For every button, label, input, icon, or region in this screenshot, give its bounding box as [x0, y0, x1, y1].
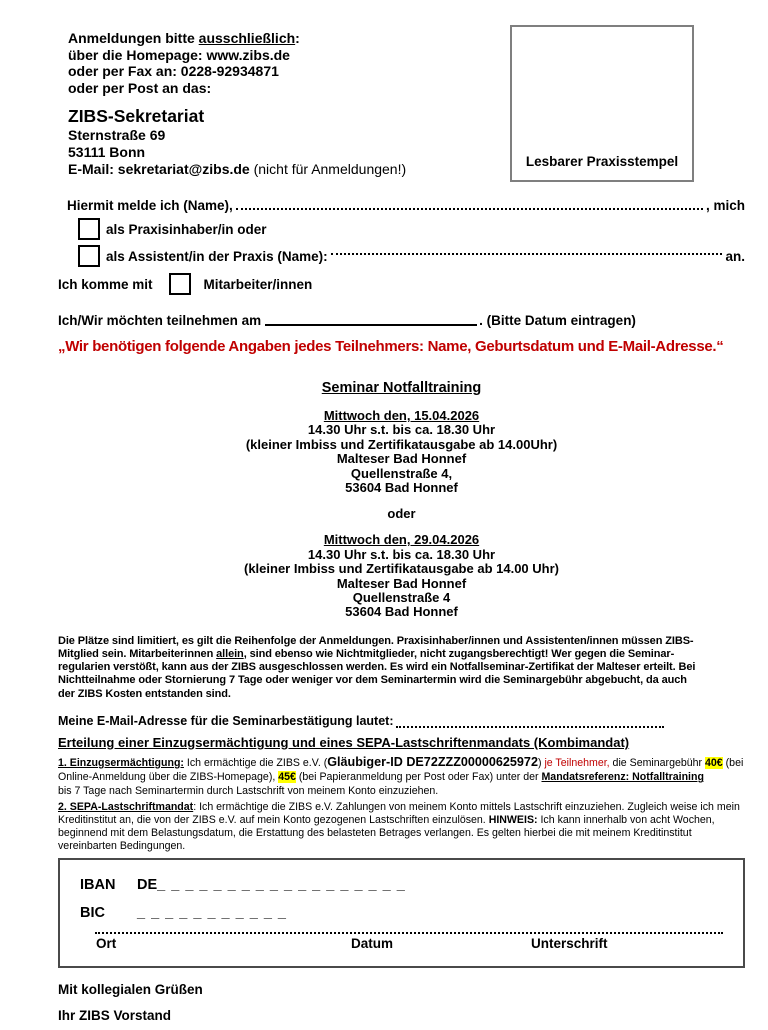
- session1-date: Mittwoch den, 15.04.2026: [323, 408, 480, 423]
- bank-details-box: [58, 858, 745, 968]
- mandatsreferenz-label: Mandatsreferenz: Notfalltraining: [541, 771, 704, 784]
- bic-fill-field[interactable]: _ _ _ _ _ _ _ _ _ _ _: [137, 905, 287, 922]
- assistent-option-row: [78, 245, 745, 267]
- email-fill-field[interactable]: [396, 716, 664, 728]
- session2-city: 53604 Bad Honnef: [345, 604, 458, 620]
- homepage-line: über die Homepage: www.zibs.de: [68, 46, 290, 63]
- fee-online-highlight: 40€: [705, 756, 723, 769]
- post-line: oder per Post an das:: [68, 79, 212, 96]
- text-segment: :: [295, 30, 300, 46]
- companions-row: [58, 273, 745, 295]
- org-city: 53111 Bonn: [68, 143, 146, 160]
- org-email: E-Mail: sekretariat@zibs.de: [68, 161, 250, 177]
- sepa-paragraph: [58, 801, 745, 854]
- required-data-notice: „Wir benötigen folgende Angaben jedes Teilnehmers: Name, Geburtsdatum und E-Mail-Adresse.“: [58, 338, 724, 355]
- assistent-checkbox[interactable]: [78, 245, 100, 267]
- terms-line: der ZIBS Kosten entstanden sind.: [58, 687, 231, 700]
- companions-count-box[interactable]: [169, 273, 191, 295]
- text-segment: Ich ermächtige die ZIBS e.V. (: [183, 756, 328, 769]
- datum-label: Datum: [351, 936, 394, 952]
- bic-row: [80, 905, 743, 921]
- session1-venue: Malteser Bad Honnef: [336, 451, 467, 467]
- iban-country-prefix: DE: [137, 877, 158, 894]
- session2-date: Mittwoch den, 29.04.2026: [323, 532, 480, 548]
- terms-line: Nichtteilnahme oder Stornierung 7 Tage oder weniger vor dem Seminartermin wird die Seminargebühr abgebucht, da auch: [58, 674, 687, 687]
- session2-note: (kleiner Imbiss und Zertifikatausgabe ab 14.00 Uhr): [244, 561, 559, 577]
- session2-time: 14.30 Uhr s.t. bis ca. 18.30 Uhr: [307, 546, 496, 562]
- text-segment: : Ich ermächtige die ZIBS e.V. Zahlungen von meinem Konto mittels Lastschrift einzuziehen. Zugleich weise ich mein Kreditinstitut an, die von der ZIBS e.V. auf mein Konto gezogenen Lastschriften einzulösen.: [58, 800, 740, 826]
- org-street: Sternstraße 69: [68, 127, 166, 143]
- mandate-heading: Erteilung einer Einzugsermächtigung und eines SEPA-Lastschriftenmandats (Kombimandat): [58, 734, 630, 750]
- assistent-label: als Assistent/in der Praxis (Name):: [106, 248, 328, 264]
- per-participant-note: je Teilnehmer,: [544, 756, 610, 769]
- name-row-suffix: , mich: [705, 198, 745, 213]
- assistent-name-fill-field[interactable]: [331, 253, 723, 255]
- seminar-details: [58, 380, 745, 620]
- name-row-label: Hiermit melde ich (Name),: [67, 198, 233, 213]
- date-row-label: Ich/Wir möchten teilnehmen am: [58, 313, 262, 328]
- iban-label: IBAN: [80, 877, 116, 894]
- session1-note: (kleiner Imbiss und Zertifikatausgabe ab 14.00Uhr): [245, 436, 558, 452]
- text-segment: Anmeldungen bitte: [68, 30, 199, 46]
- email-confirmation-row: [58, 714, 745, 728]
- iban-row: [80, 877, 743, 893]
- terms-line: Die Plätze sind limitiert, es gilt die Reihenfolge der Anmeldungen. Praxisinhaber/innen und Assistenten/innen müssen ZIBS-: [58, 634, 694, 647]
- session-2: [58, 533, 745, 619]
- session1-city: 53604 Bad Honnef: [345, 480, 458, 496]
- practice-stamp-box: [510, 25, 694, 182]
- text-segment: , sind ebenso wie Nichtmitglieder, nicht zugangsberechtigt! Wer gegen die Seminar-: [243, 648, 675, 661]
- org-name: ZIBS-Sekretariat: [68, 106, 205, 126]
- text-segment: ): [537, 756, 545, 769]
- text-segment: Ich kann innerhalb von acht Wochen, beginnend mit dem Belastungsdatum, die Erstattung des belasteten Betrages verlangen. Es gelten hierbei die mit meinem Kreditinstitut vereinbarten Bedingungen.: [58, 813, 715, 853]
- sepa-label: 2. SEPA-Lastschriftmandat: [58, 800, 194, 813]
- ort-label: Ort: [96, 936, 117, 952]
- bic-label: BIC: [80, 905, 105, 922]
- terms-line: [58, 648, 745, 661]
- praxisinhaber-label: als Praxisinhaber/in oder: [106, 221, 267, 237]
- stamp-label: Lesbarer Praxisstempel: [525, 154, 679, 169]
- terms-line: regularien verstößt, kann aus der ZIBS ausgeschlossen werden. Es wird ein Notfallseminar-Zertifikat der Malteser erteilt. Bei: [58, 661, 696, 674]
- text-segment: (bei Papieranmeldung per Post oder Fax) unter der: [295, 771, 542, 784]
- header: [58, 30, 745, 178]
- name-row: [67, 198, 745, 213]
- glaeubiger-id: Gläubiger-ID DE72ZZZ00000625972: [327, 754, 538, 769]
- email-confirmation-label: Meine E-Mail-Adresse für die Seminarbestätigung lautet:: [58, 713, 394, 728]
- einzugsermaechtigung-paragraph: [58, 755, 745, 799]
- session1-time: 14.30 Uhr s.t. bis ca. 18.30 Uhr: [307, 422, 496, 438]
- text-segment: Mitglied sein. Mitarbeiterinnen: [58, 648, 217, 661]
- text-segment: allein: [216, 648, 244, 661]
- date-row-suffix: . (Bitte Datum eintragen): [479, 313, 636, 328]
- fax-line: oder per Fax an: 0228-92934871: [68, 63, 279, 79]
- date-fill-field[interactable]: [265, 312, 477, 326]
- closing-signature: Ihr ZIBS Vorstand: [58, 1008, 172, 1024]
- text-segment: bis 7 Tage nach Seminartermin durch Lastschrift von meinem Konto einzuziehen.: [58, 785, 439, 798]
- einzugsermaechtigung-label: 1. Einzugsermächtigung:: [58, 756, 184, 769]
- praxisinhaber-option-row: [78, 218, 745, 240]
- session2-venue: Malteser Bad Honnef: [336, 575, 467, 591]
- fee-paper-highlight: 45€: [278, 771, 296, 784]
- session-1: [58, 409, 745, 495]
- companions-label: Ich komme mit: [58, 276, 153, 292]
- closing-greeting: Mit kollegialen Grüßen: [58, 982, 203, 998]
- session1-street: Quellenstraße 4,: [350, 465, 453, 481]
- text-segment: (bei Online-Anmeldung über die ZIBS-Homepage),: [58, 756, 744, 784]
- hinweis-label: HINWEIS:: [488, 813, 538, 826]
- participation-date-row: [58, 312, 745, 328]
- name-fill-field[interactable]: [236, 208, 703, 210]
- text-segment: die Seminargebühr: [609, 756, 706, 769]
- terms-paragraph: [58, 635, 745, 701]
- iban-fill-field[interactable]: _ _ _ _ _ _ _ _ _ _ _ _ _ _ _ _ _ _: [157, 877, 406, 894]
- companions-suffix: Mitarbeiter/innen: [203, 276, 313, 292]
- assistent-row-suffix: an.: [725, 248, 745, 264]
- text-segment: ausschließlich: [198, 30, 296, 46]
- seminar-title: Seminar Notfalltraining: [321, 380, 482, 396]
- session2-street: Quellenstraße 4: [352, 590, 451, 606]
- unterschrift-label: Unterschrift: [531, 936, 608, 952]
- or-separator: oder: [387, 506, 416, 522]
- signature-line[interactable]: [95, 932, 723, 934]
- email-note: (nicht für Anmeldungen!): [249, 161, 407, 177]
- praxisinhaber-checkbox[interactable]: [78, 218, 100, 240]
